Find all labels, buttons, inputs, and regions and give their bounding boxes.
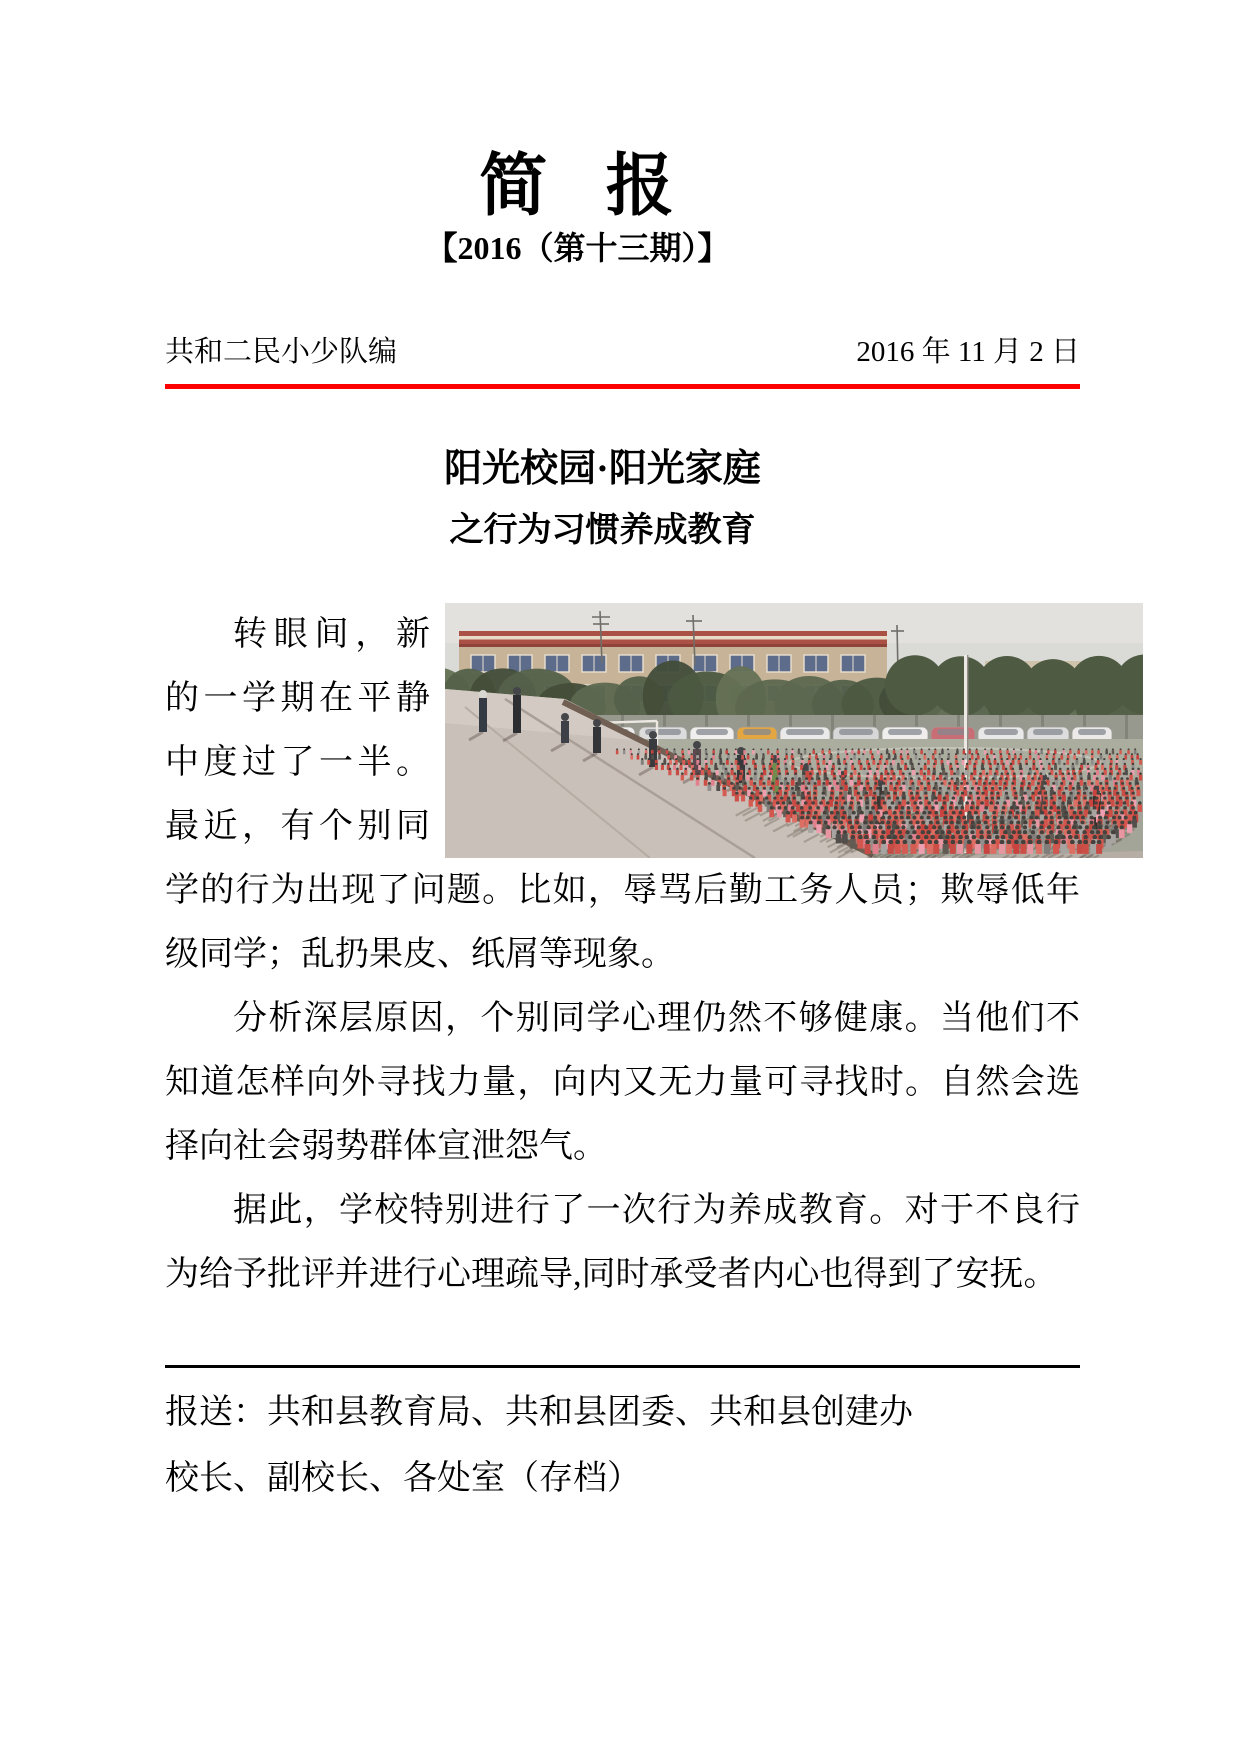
article-paragraph-1: 转眼间，新的一学期在平静中度过了一半。最近，有个别同学的行为出现了问题。比如，辱骂后勤工务人员；欺辱低年级同学；乱扔果皮、纸屑等现象。 bbox=[165, 616, 1080, 973]
masthead-row bbox=[165, 336, 1080, 368]
assembly-photo-illustration bbox=[445, 603, 1143, 858]
article-heading: 阳光校园·阳光家庭 bbox=[444, 448, 761, 490]
article-subheading: 之行为习惯养成教育 bbox=[449, 512, 756, 549]
editor-label: 共和二民小少队编 bbox=[165, 336, 398, 368]
article-body bbox=[165, 603, 1080, 1307]
footer-divider-rule bbox=[165, 1365, 1080, 1368]
masthead-issue-number: 【2016（第十三期）】 bbox=[425, 230, 730, 266]
distribution-line-1: 报送：共和县教育局、共和县团委、共和县创建办 bbox=[165, 1394, 913, 1431]
distribution-list bbox=[165, 1380, 1080, 1512]
article-paragraph-3: 据此，学校特别进行了一次行为养成教育。对于不良行为给予批评并进行心理疏导,同时承受者内心也得到了安抚。 bbox=[165, 1192, 1080, 1293]
masthead-title: 简 报 bbox=[479, 148, 676, 224]
distribution-line-2: 校长、副校长、各处室（存档） bbox=[165, 1460, 641, 1497]
red-divider-rule bbox=[165, 384, 1080, 389]
article-paragraph-2: 分析深层原因，个别同学心理仍然不够健康。当他们不知道怎样向外寻找力量，向内又无力量可寻找时。自然会选择向社会弱势群体宣泄怨气。 bbox=[165, 1000, 1080, 1165]
assembly-photo bbox=[445, 603, 1143, 858]
date-label: 2016 年 11 月 2 日 bbox=[856, 336, 1080, 368]
